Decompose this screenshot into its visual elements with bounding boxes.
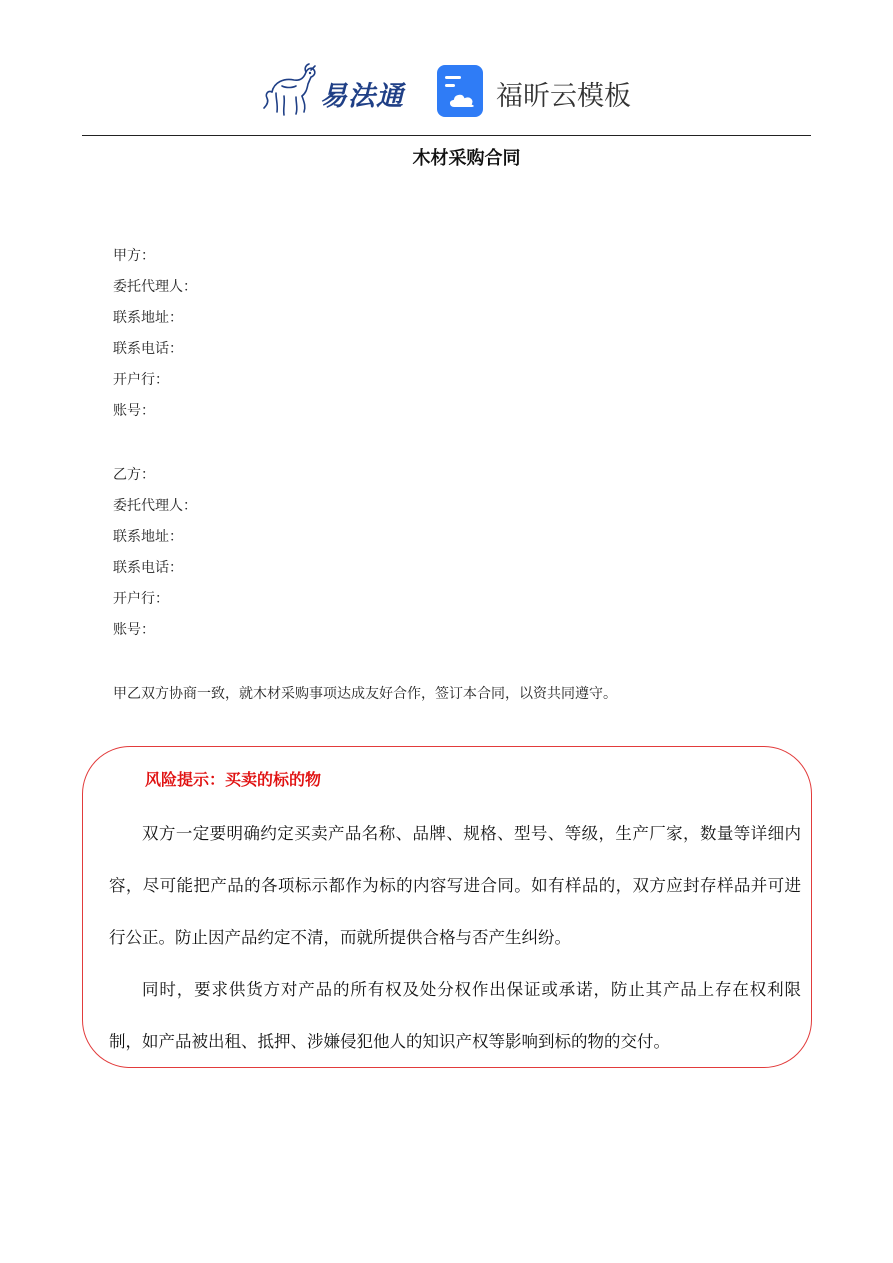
party-a-phone-label: 联系电话： <box>113 341 183 357</box>
party-a-address-label: 联系地址： <box>113 310 183 326</box>
party-a-label: 甲方： <box>113 248 155 264</box>
party-b-bank-label: 开户行： <box>113 591 169 607</box>
document-title: 木材采购合同 <box>412 148 521 169</box>
yifatong-logo <box>262 62 412 120</box>
header-logos <box>0 58 893 128</box>
header-divider <box>82 135 811 136</box>
risk-notice-title: 风险提示：买卖的标的物 <box>145 770 322 789</box>
risk-notice-paragraph: 同时，要求供货方对产品的所有权及处分权作出保证或承诺，防止其产品上存在权利限制，如产品被出租、抵押、涉嫌侵犯他人的知识产权等影响到标的物的交付。 <box>109 980 801 1051</box>
risk-notice-box <box>82 746 812 1068</box>
party-b-agent-label: 委托代理人： <box>113 498 197 514</box>
party-b-label: 乙方： <box>113 467 155 483</box>
risk-notice-body <box>109 808 801 1068</box>
party-a-account-label: 账号： <box>113 403 155 419</box>
party-b-address-label: 联系地址： <box>113 529 183 545</box>
party-b-account-label: 账号： <box>113 622 155 638</box>
party-b-phone-label: 联系电话： <box>113 560 183 576</box>
intro-paragraph: 甲乙双方协商一致，就木材采购事项达成友好合作，签订本合同，以资共同遵守。 <box>113 686 617 702</box>
qilin-horse-icon <box>262 62 322 120</box>
fuxin-cloud-template-logo <box>436 64 646 120</box>
yifatong-brand-text: 易法通 <box>320 81 404 112</box>
party-a-bank-label: 开户行： <box>113 372 169 388</box>
cloud-document-icon <box>436 64 486 118</box>
fuxin-brand-text: 福昕云模板 <box>496 81 631 112</box>
risk-notice-paragraph: 双方一定要明确约定买卖产品名称、品牌、规格、型号、等级，生产厂家，数量等详细内容，尽可能把产品的各项标示都作为标的内容写进合同。如有样品的，双方应封存样品并可进行公正。防止因产品约定不清，而就所提供合格与否产生纠纷。 <box>109 824 801 947</box>
party-a-block <box>113 241 197 427</box>
party-a-agent-label: 委托代理人： <box>113 279 197 295</box>
party-b-block <box>113 460 197 646</box>
